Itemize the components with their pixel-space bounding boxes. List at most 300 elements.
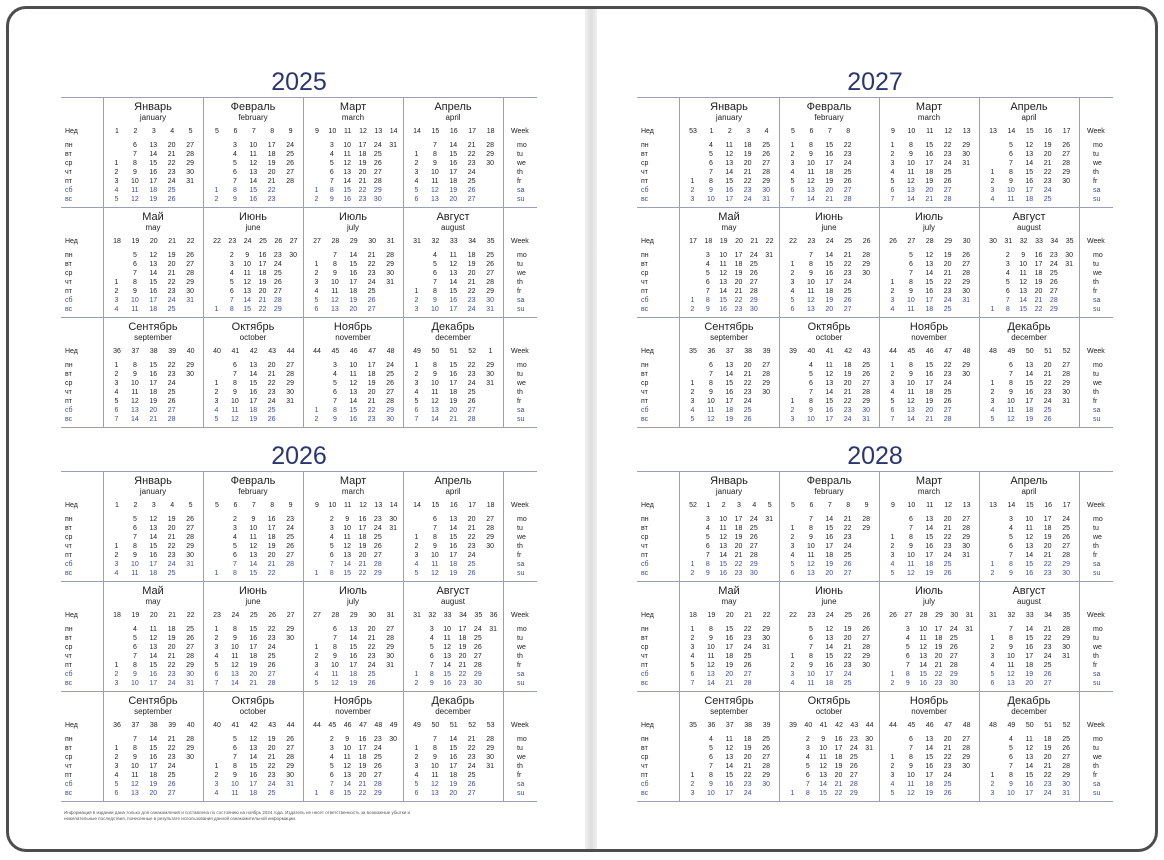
weekday-label-ru: ср [641,534,649,541]
week-number: 17 [1062,502,1071,509]
day-cell: 19 [449,781,458,788]
day-cell: 20 [1043,362,1052,369]
day-cell: 27 [286,169,294,176]
day-cell: 22 [367,644,376,651]
day-cell: 3 [690,196,695,203]
day-cell: 30 [762,781,770,788]
weekday-label-ru: вс [65,790,73,797]
day-cell: 22 [267,626,276,633]
day-cell: 24 [167,561,176,568]
day-cell: 17 [725,196,734,203]
day-cell: 1 [790,525,795,532]
day-cell: 8 [429,671,434,678]
day-cell: 3 [214,781,219,788]
day-cell: 4 [314,671,319,678]
week-number: 35 [1062,612,1071,619]
weekday-label-ru: вс [65,306,73,313]
day-cell: 12 [430,570,439,577]
day-cell: 20 [167,261,176,268]
day-cell: 5 [214,416,219,423]
day-cell: 15 [719,297,728,304]
month-name-en: october [815,707,843,716]
day-cell: 12 [825,626,834,633]
day-cell: 22 [943,142,952,149]
day-cell: 22 [1043,635,1052,642]
day-cell: 27 [367,306,376,313]
weekday-label-ru: ср [65,270,73,277]
week-label-ru: Нед [65,238,78,245]
day-cell: 31 [1062,398,1070,405]
day-cell: 7 [432,279,437,286]
day-cell: 27 [862,380,870,387]
day-cell: 22 [167,279,176,286]
day-cell: 28 [1062,552,1070,559]
week-number: 5 [188,502,193,509]
day-cell: 13 [925,736,934,743]
day-cell: 10 [719,252,728,259]
day-cell: 23 [267,635,276,642]
day-cell: 25 [943,169,952,176]
day-cell: 9 [908,371,913,378]
day-cell: 25 [373,534,382,541]
day-cell: 11 [907,306,915,313]
day-cell: 16 [349,416,358,423]
week-number: 3 [737,502,741,509]
day-cell: 5 [332,380,337,387]
month-name-en: september [710,333,748,342]
day-cell: 3 [890,772,895,779]
day-cell: 7 [332,398,337,405]
day-cell: 13 [819,772,828,779]
week-number: 35 [486,238,495,245]
day-cell: 30 [762,187,770,194]
month-november [303,317,403,427]
day-cell: 27 [762,754,770,761]
day-cell: 17 [149,680,158,687]
day-cell: 9 [1008,570,1013,577]
weekday-label-en: su [1093,680,1101,687]
day-cell: 10 [230,781,239,788]
day-cell: 11 [1007,407,1015,414]
day-cell: 10 [130,380,139,387]
day-cell: 14 [925,525,934,532]
week-number: 28 [919,612,928,619]
month-name-en: december [1011,707,1047,716]
day-cell: 25 [843,288,852,295]
day-cell: 16 [149,288,158,295]
day-cell: 24 [386,362,394,369]
day-cell: 26 [467,781,476,788]
day-cell: 1 [214,763,219,770]
weekday-label-en: tu [517,525,523,532]
day-cell: 31 [286,398,294,405]
day-cell: 19 [943,252,952,259]
month-name-en: january [715,487,743,496]
day-cell: 11 [431,389,439,396]
day-cell: 18 [258,270,267,277]
day-cell: 8 [908,362,913,369]
day-cell: 20 [825,187,834,194]
week-number: 10 [907,502,916,509]
month-name-en: april [1021,113,1037,122]
day-cell: 21 [367,398,376,405]
day-cell: 26 [849,763,858,770]
month-name-en: june [245,223,261,232]
day-cell: 11 [907,169,915,176]
day-cell: 3 [1008,516,1013,523]
day-cell: 29 [486,151,494,158]
day-cell: 8 [708,178,713,185]
day-cell: 30 [389,516,398,523]
day-cell: 6 [908,736,913,743]
month-december [979,317,1079,427]
day-cell: 26 [373,543,382,550]
day-cell: 23 [267,772,276,779]
day-cell: 27 [943,407,952,414]
day-cell: 23 [167,371,176,378]
day-cell: 17 [934,626,943,633]
year-block [61,67,537,467]
weekday-label-en: mo [1093,142,1103,149]
day-cell: 25 [167,772,176,779]
week-number: 23 [213,612,221,619]
weekday-label-ru: пт [65,772,72,779]
week-number: 32 [428,612,437,619]
day-cell: 18 [358,151,367,158]
day-cell: 4 [114,570,119,577]
day-cell: 4 [708,736,713,743]
day-cell: 21 [843,252,852,259]
day-cell: 3 [429,626,434,633]
day-cell: 9 [708,389,713,396]
day-cell: 23 [843,151,852,158]
day-cell: 2 [1005,252,1010,259]
day-cell: 29 [386,407,394,414]
day-cell: 12 [130,196,139,203]
month-august [403,581,503,691]
day-cell: 11 [331,288,339,295]
day-cell: 28 [486,736,494,743]
day-cell: 2 [414,160,419,167]
day-cell: 2 [790,151,795,158]
weekday-label-en: sa [1093,561,1101,568]
day-cell: 14 [249,561,258,568]
month-june [203,207,303,317]
day-cell: 19 [149,196,158,203]
day-cell: 28 [743,680,752,687]
weekday-label-en: tu [517,261,523,268]
month-name-en: may [721,597,737,606]
week-number: 7 [251,502,256,509]
day-cell: 24 [943,297,952,304]
day-cell: 20 [1034,288,1043,295]
month-june [779,207,879,317]
week-number: 21 [168,612,177,619]
day-cell: 18 [449,772,458,779]
day-cell: 26 [386,380,394,387]
day-cell: 13 [443,653,452,660]
day-cell: 5 [990,671,995,678]
week-number: 42 [835,722,843,729]
day-cell: 21 [467,142,476,149]
day-cell: 18 [267,151,276,158]
week-number: 15 [1025,502,1034,509]
day-cell: 28 [862,389,870,396]
day-cell: 30 [1062,644,1070,651]
day-cell: 9 [332,270,337,277]
day-cell: 13 [130,407,139,414]
day-cell: 11 [725,736,733,743]
year-title: 2026 [271,442,327,470]
day-cell: 14 [725,371,734,378]
week-number: 47 [359,722,367,729]
day-cell: 5 [690,416,695,423]
week-number: 10 [907,128,916,135]
week-number: 9 [891,502,895,509]
day-cell: 13 [449,516,458,523]
day-cell: 3 [905,626,910,633]
month-name-ru: Апрель [1010,475,1048,487]
day-cell: 19 [167,635,176,642]
day-cell: 6 [232,745,237,752]
day-cell: 2 [790,407,795,414]
day-cell: 28 [962,270,970,277]
day-cell: 13 [130,790,139,797]
weekday-label-en: th [517,653,523,660]
week-number: 50 [1025,348,1034,355]
day-cell: 3 [990,790,995,797]
day-cell: 19 [1043,534,1052,541]
day-cell: 7 [1008,371,1013,378]
day-cell: 4 [690,653,695,660]
day-cell: 27 [373,772,382,779]
day-cell: 30 [286,635,294,642]
weekday-label-ru: чт [65,169,72,176]
weekday-label-en: su [517,790,525,797]
month-name-en: january [715,113,743,122]
month-february [779,97,879,207]
day-cell: 26 [1043,416,1052,423]
weekday-label-en: we [1093,644,1102,651]
day-cell: 25 [373,754,382,761]
day-cell: 26 [167,781,176,788]
week-number: 19 [707,612,716,619]
weekday-label-en: su [1093,790,1101,797]
day-cell: 11 [249,534,257,541]
day-cell: 19 [925,178,934,185]
week-number: 1 [706,502,711,509]
day-cell: 16 [825,534,834,541]
week-number: 42 [249,348,258,355]
week-number: 11 [926,502,934,509]
day-cell: 25 [743,407,752,414]
week-number: 29 [935,612,943,619]
day-cell: 11 [331,671,339,678]
day-cell: 16 [449,543,458,550]
weekday-label-en: we [517,534,526,541]
day-cell: 30 [962,288,970,295]
week-number: 18 [113,612,121,619]
day-cell: 1 [890,534,895,541]
weekday-label-en: th [1093,169,1099,176]
week-number: 30 [368,238,377,245]
day-cell: 19 [725,662,734,669]
day-cell: 26 [762,745,770,752]
day-cell: 15 [149,745,158,752]
month-august [403,207,503,317]
day-cell: 17 [458,626,467,633]
day-cell: 14 [449,525,458,532]
day-cell: 30 [962,543,970,550]
week-number: 35 [474,612,483,619]
month-march [879,471,979,581]
month-name-ru: Апрель [434,101,472,113]
month-name-ru: Июль [914,211,944,223]
week-number: 45 [328,722,337,729]
day-cell: 1 [990,169,995,176]
day-cell: 17 [349,662,358,669]
week-number: 10 [328,128,337,135]
month-name-en: december [1011,333,1047,342]
day-cell: 15 [249,763,258,770]
week-label-en: Week [1087,348,1105,355]
month-january [679,471,779,581]
weekday-label-en: su [517,680,525,687]
week-number: 37 [131,348,140,355]
week-number: 28 [331,238,340,245]
day-cell: 18 [743,142,752,149]
day-cell: 6 [329,552,334,559]
day-cell: 29 [473,671,482,678]
day-cell: 25 [843,680,852,687]
week-number: 4 [764,128,769,135]
week-label-en: Week [1087,722,1105,729]
week-number: 45 [907,348,916,355]
day-cell: 28 [186,653,194,660]
week-number: 13 [962,128,971,135]
day-cell: 26 [186,252,194,259]
week-number: 46 [349,348,358,355]
day-cell: 14 [1025,626,1034,633]
day-cell: 9 [332,416,337,423]
day-cell: 17 [925,772,934,779]
weekday-label-ru: ср [65,644,73,651]
day-cell: 12 [806,178,815,185]
day-cell: 19 [825,178,834,185]
week-number: 41 [231,348,240,355]
day-cell: 16 [149,671,158,678]
weekday-label-ru: пн [641,142,649,149]
day-cell: 13 [925,261,934,268]
day-cell: 2 [690,187,695,194]
day-cell: 27 [467,790,476,797]
month-february [779,471,879,581]
weekday-label-en: sa [1093,671,1101,678]
week-number: 30 [989,238,997,245]
day-cell: 31 [286,781,294,788]
weekday-label-ru: вт [65,371,72,378]
day-cell: 28 [467,416,476,423]
day-cell: 13 [825,380,834,387]
day-cell: 2 [890,288,895,295]
week-number: 39 [789,348,797,355]
day-cell: 6 [790,306,795,313]
day-cell: 19 [843,626,852,633]
day-cell: 4 [132,626,137,633]
day-cell: 5 [808,371,813,378]
day-cell: 30 [186,371,194,378]
day-cell: 5 [114,781,119,788]
day-cell: 11 [249,151,257,158]
day-cell: 6 [908,261,913,268]
day-cell: 23 [467,160,476,167]
day-cell: 15 [449,288,458,295]
week-number: 27 [286,612,295,619]
day-cell: 20 [467,516,476,523]
day-cell: 11 [131,772,139,779]
day-cell: 12 [719,534,728,541]
day-cell: 28 [167,416,176,423]
day-cell: 14 [819,781,828,788]
day-cell: 9 [132,371,137,378]
day-cell: 21 [367,252,376,259]
day-cell: 6 [132,142,137,149]
weekday-label-ru: пт [65,178,72,185]
day-cell: 13 [149,261,158,268]
day-cell: 6 [808,635,813,642]
week-number: 1 [115,502,119,509]
week-number: 46 [925,348,934,355]
day-cell: 4 [429,635,434,642]
day-cell: 26 [862,626,870,633]
day-cell: 31 [186,297,194,304]
week-number: 40 [213,348,221,355]
day-cell: 8 [908,754,913,761]
month-name-ru: Январь [134,475,172,487]
day-cell: 13 [725,160,734,167]
day-cell: 16 [725,389,734,396]
weekday-label-en: sa [517,781,525,788]
day-cell: 18 [825,169,834,176]
day-cell: 15 [449,362,458,369]
week-number: 6 [809,128,814,135]
day-cell: 12 [430,187,439,194]
day-cell: 17 [734,252,743,259]
day-cell: 23 [943,543,952,550]
month-name-en: december [435,707,471,716]
day-cell: 23 [1043,781,1052,788]
day-cell: 2 [329,516,334,523]
day-cell: 9 [132,754,137,761]
day-cell: 18 [249,653,258,660]
day-cell: 2 [414,754,419,761]
day-cell: 4 [114,389,119,396]
month-name-en: october [815,333,843,342]
week-number: 53 [689,128,697,135]
week-number: 36 [707,722,716,729]
month-september [679,691,779,801]
day-cell: 8 [332,407,337,414]
day-cell: 27 [473,653,482,660]
day-cell: 18 [149,389,158,396]
day-cell: 22 [734,561,743,568]
day-cell: 26 [943,178,952,185]
day-cell: 27 [167,790,176,797]
day-cell: 24 [267,644,276,651]
day-cell: 25 [386,371,394,378]
day-cell: 22 [734,297,743,304]
day-cell: 29 [186,745,194,752]
